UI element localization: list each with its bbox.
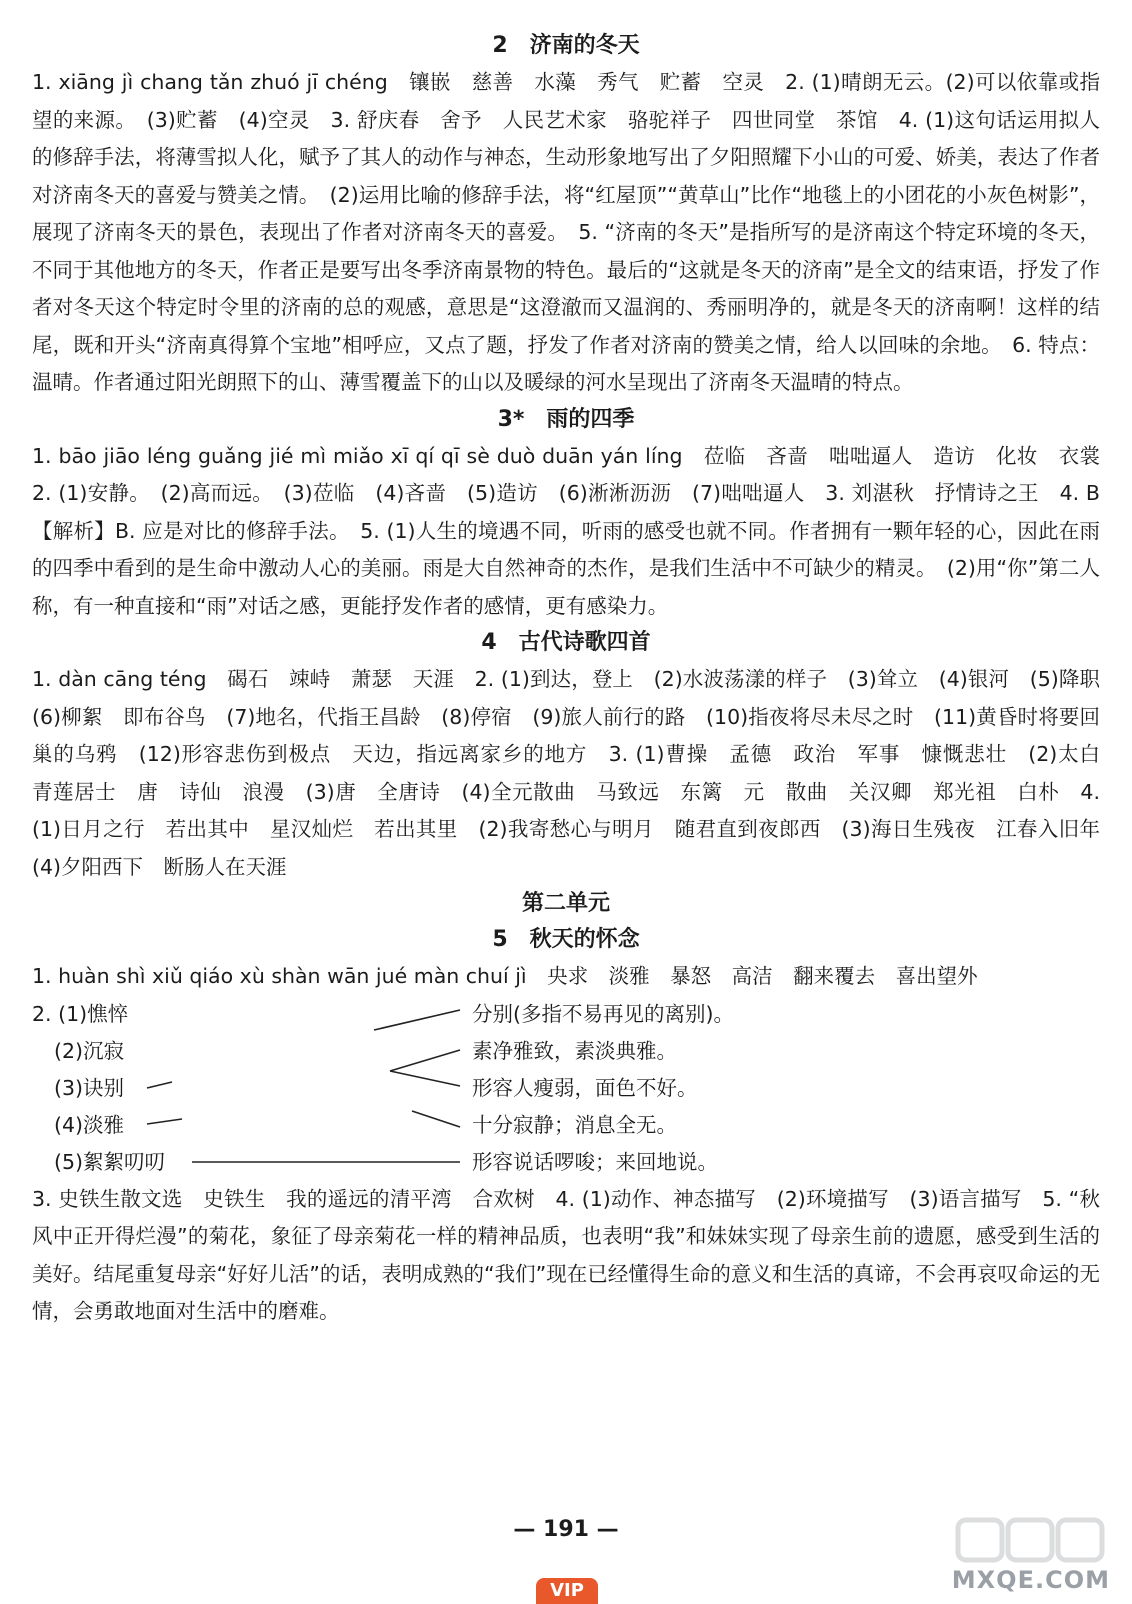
answer-page <box>32 28 1121 1331</box>
vip-badge[interactable]: VIP <box>536 1578 598 1604</box>
match-right-1: 分别(多指不易再见的离别)。 <box>472 1001 734 1026</box>
match-right-3: 形容人瘦弱，面色不好。 <box>472 1075 698 1100</box>
match-line-2a <box>390 1050 460 1071</box>
match-left-4: (4)淡雅 <box>54 1112 125 1137</box>
unit-title: 第二单元 <box>521 891 610 916</box>
match-right-5: 形容说话啰唆；来回地说。 <box>472 1149 718 1174</box>
match-line-3 <box>147 1082 172 1088</box>
match-line-1 <box>374 1010 460 1030</box>
section-2-answers: 1. xiāng jì chang tǎn zhuó jī chéng 镶嵌 慈善 水藻 秀气 贮蓄 空灵 2. (1)晴朗无云。(2)可以依靠或指望的来源。 (3)贮蓄 (4)空灵 3. 舒庆春 舍予 人民艺术家 骆驼祥子 四世同堂 茶馆 4. (1)这句话运用拟人的修辞手法，将薄雪拟人化，赋予了其人的动作与神态，生动形象地写出了夕阳照耀下小山的可爱、娇美，表达了作者对济南冬天的喜爱与赞美之情。 (2)运用比喻的修辞手法，将“红屋顶”“黄草山”比作“地毯上的小团花的小灰色树影”，展现了济南冬天的景色，表现出了作者对济南冬天的喜爱。 5. “济南的冬天”是指所写的是济南这个特定环境的冬天，不同于其他地方的冬天，作者正是要写出冬季济南景物的特色。最后的“这就是冬天的济南”是全文的结束语，抒发了作者对冬天这个特定时令里的济南的总的观感，意思是“这澄澈而又温润的、秀丽明净的，就是冬天的济南啊！这样的结尾，既和开头“济南真得算个宝地”相呼应，又点了题，抒发了作者对济南的赞美之情，给人以回味的余地。 6. 特点：温晴。作者通过阳光朗照下的山、薄雪覆盖下的山以及暖绿的河水呈现出了济南冬天温晴的特点。 <box>32 70 1100 394</box>
matching-lines <box>32 996 492 1181</box>
match-left-3: (3)诀别 <box>54 1075 125 1100</box>
match-line-4a <box>147 1119 182 1124</box>
section-3-answers: 1. bāo jiāo léng guǎng jié mì miǎo xī qí qī sè duò duān yán líng 莅临 吝啬 咄咄逼人 造访 化妆 衣裳 2. (1)安静。 (2)高而远。 (3)莅临 (4)吝啬 (5)造访 (6)淅淅沥沥 (7)咄咄逼人 3. 刘湛秋 抒情诗之王 4. B 【解析】B. 应是对比的修辞手法。 5. (1)人生的境遇不同，听雨的感受也就不同。作者拥有一颗年轻的心，因此在雨的四季中看到的是生命中激动人心的美丽。雨是大自然神奇的杰作，是我们生活中不可缺少的精灵。 (2)用“你”第二人称，有一种直接和“雨”对话之感，更能抒发作者的感情，更有感染力。 <box>32 443 1121 618</box>
match-line-2b <box>390 1071 460 1086</box>
section-title-5: 5 秋天的怀念 <box>492 927 640 952</box>
section-5-q1: 1. huàn shì xiǔ qiáo xù shàn wān jué màn chuí jì 央求 淡雅 暴怒 高洁 翻来覆去 喜出望外 <box>32 964 978 988</box>
page-number: — 191 — <box>513 1517 619 1542</box>
section-title-2: 2 济南的冬天 <box>492 33 640 58</box>
match-right-4: 十分寂静；消息全无。 <box>472 1112 677 1137</box>
watermark-text: MXQE.COM <box>951 1566 1110 1594</box>
match-left-1: 2. (1)憔悴 <box>32 1001 129 1026</box>
match-line-4b <box>412 1111 460 1127</box>
matching-exercise <box>32 996 1100 1181</box>
section-5-answers: 3. 史铁生散文选 史铁生 我的遥远的清平湾 合欢树 4. (1)动作、神态描写 (2)环境描写 (3)语言描写 5. “秋风中正开得烂漫”的菊花，象征了母亲菊花一样的精神品质，也表明“我”和妹妹实现了母亲生前的遗愿，感受到生活的美好。结尾重复母亲“好好儿活”的话，表明成熟的“我们”现在已经懂得生命的意义和生活的真谛，不会再哀叹命运的无情，会勇敢地面对生活中的磨难。 <box>32 1186 1100 1323</box>
section-4-answers: 1. dàn cāng téng 碣石 竦峙 萧瑟 天涯 2. (1)到达，登上 (2)水波荡漾的样子 (3)耸立 (4)银河 (5)降职 (6)柳絮 即布谷鸟 (7)地名，代指王昌龄 (8)停宿 (9)旅人前行的路 (10)指夜将尽未尽之时 (11)黄昏时将要回巢的乌鸦 (12)形容悲伤到极点 天边，指远离家乡的地方 3. (1)曹操 孟德 政治 军事 慷慨悲壮 (2)太白 青莲居士 唐 诗仙 浪漫 (3)唐 全唐诗 (4)全元散曲 马致远 东篱 元 散曲 关汉卿 郑光祖 白朴 4. (1)日月之行 若出其中 星汉灿烂 若出其里 (2)我寄愁心与明月 随君直到夜郎西 (3)海日生残夜 江春入旧年 (4)夕阳西下 断肠人在天涯 <box>32 667 1121 879</box>
match-left-2: (2)沉寂 <box>54 1038 125 1063</box>
section-title-3: 3* 雨的四季 <box>497 406 635 432</box>
section-title-4: 4 古代诗歌四首 <box>481 630 651 655</box>
match-right-2: 素净雅致，素淡典雅。 <box>472 1038 677 1063</box>
match-left-5: (5)絮絮叨叨 <box>54 1149 166 1174</box>
